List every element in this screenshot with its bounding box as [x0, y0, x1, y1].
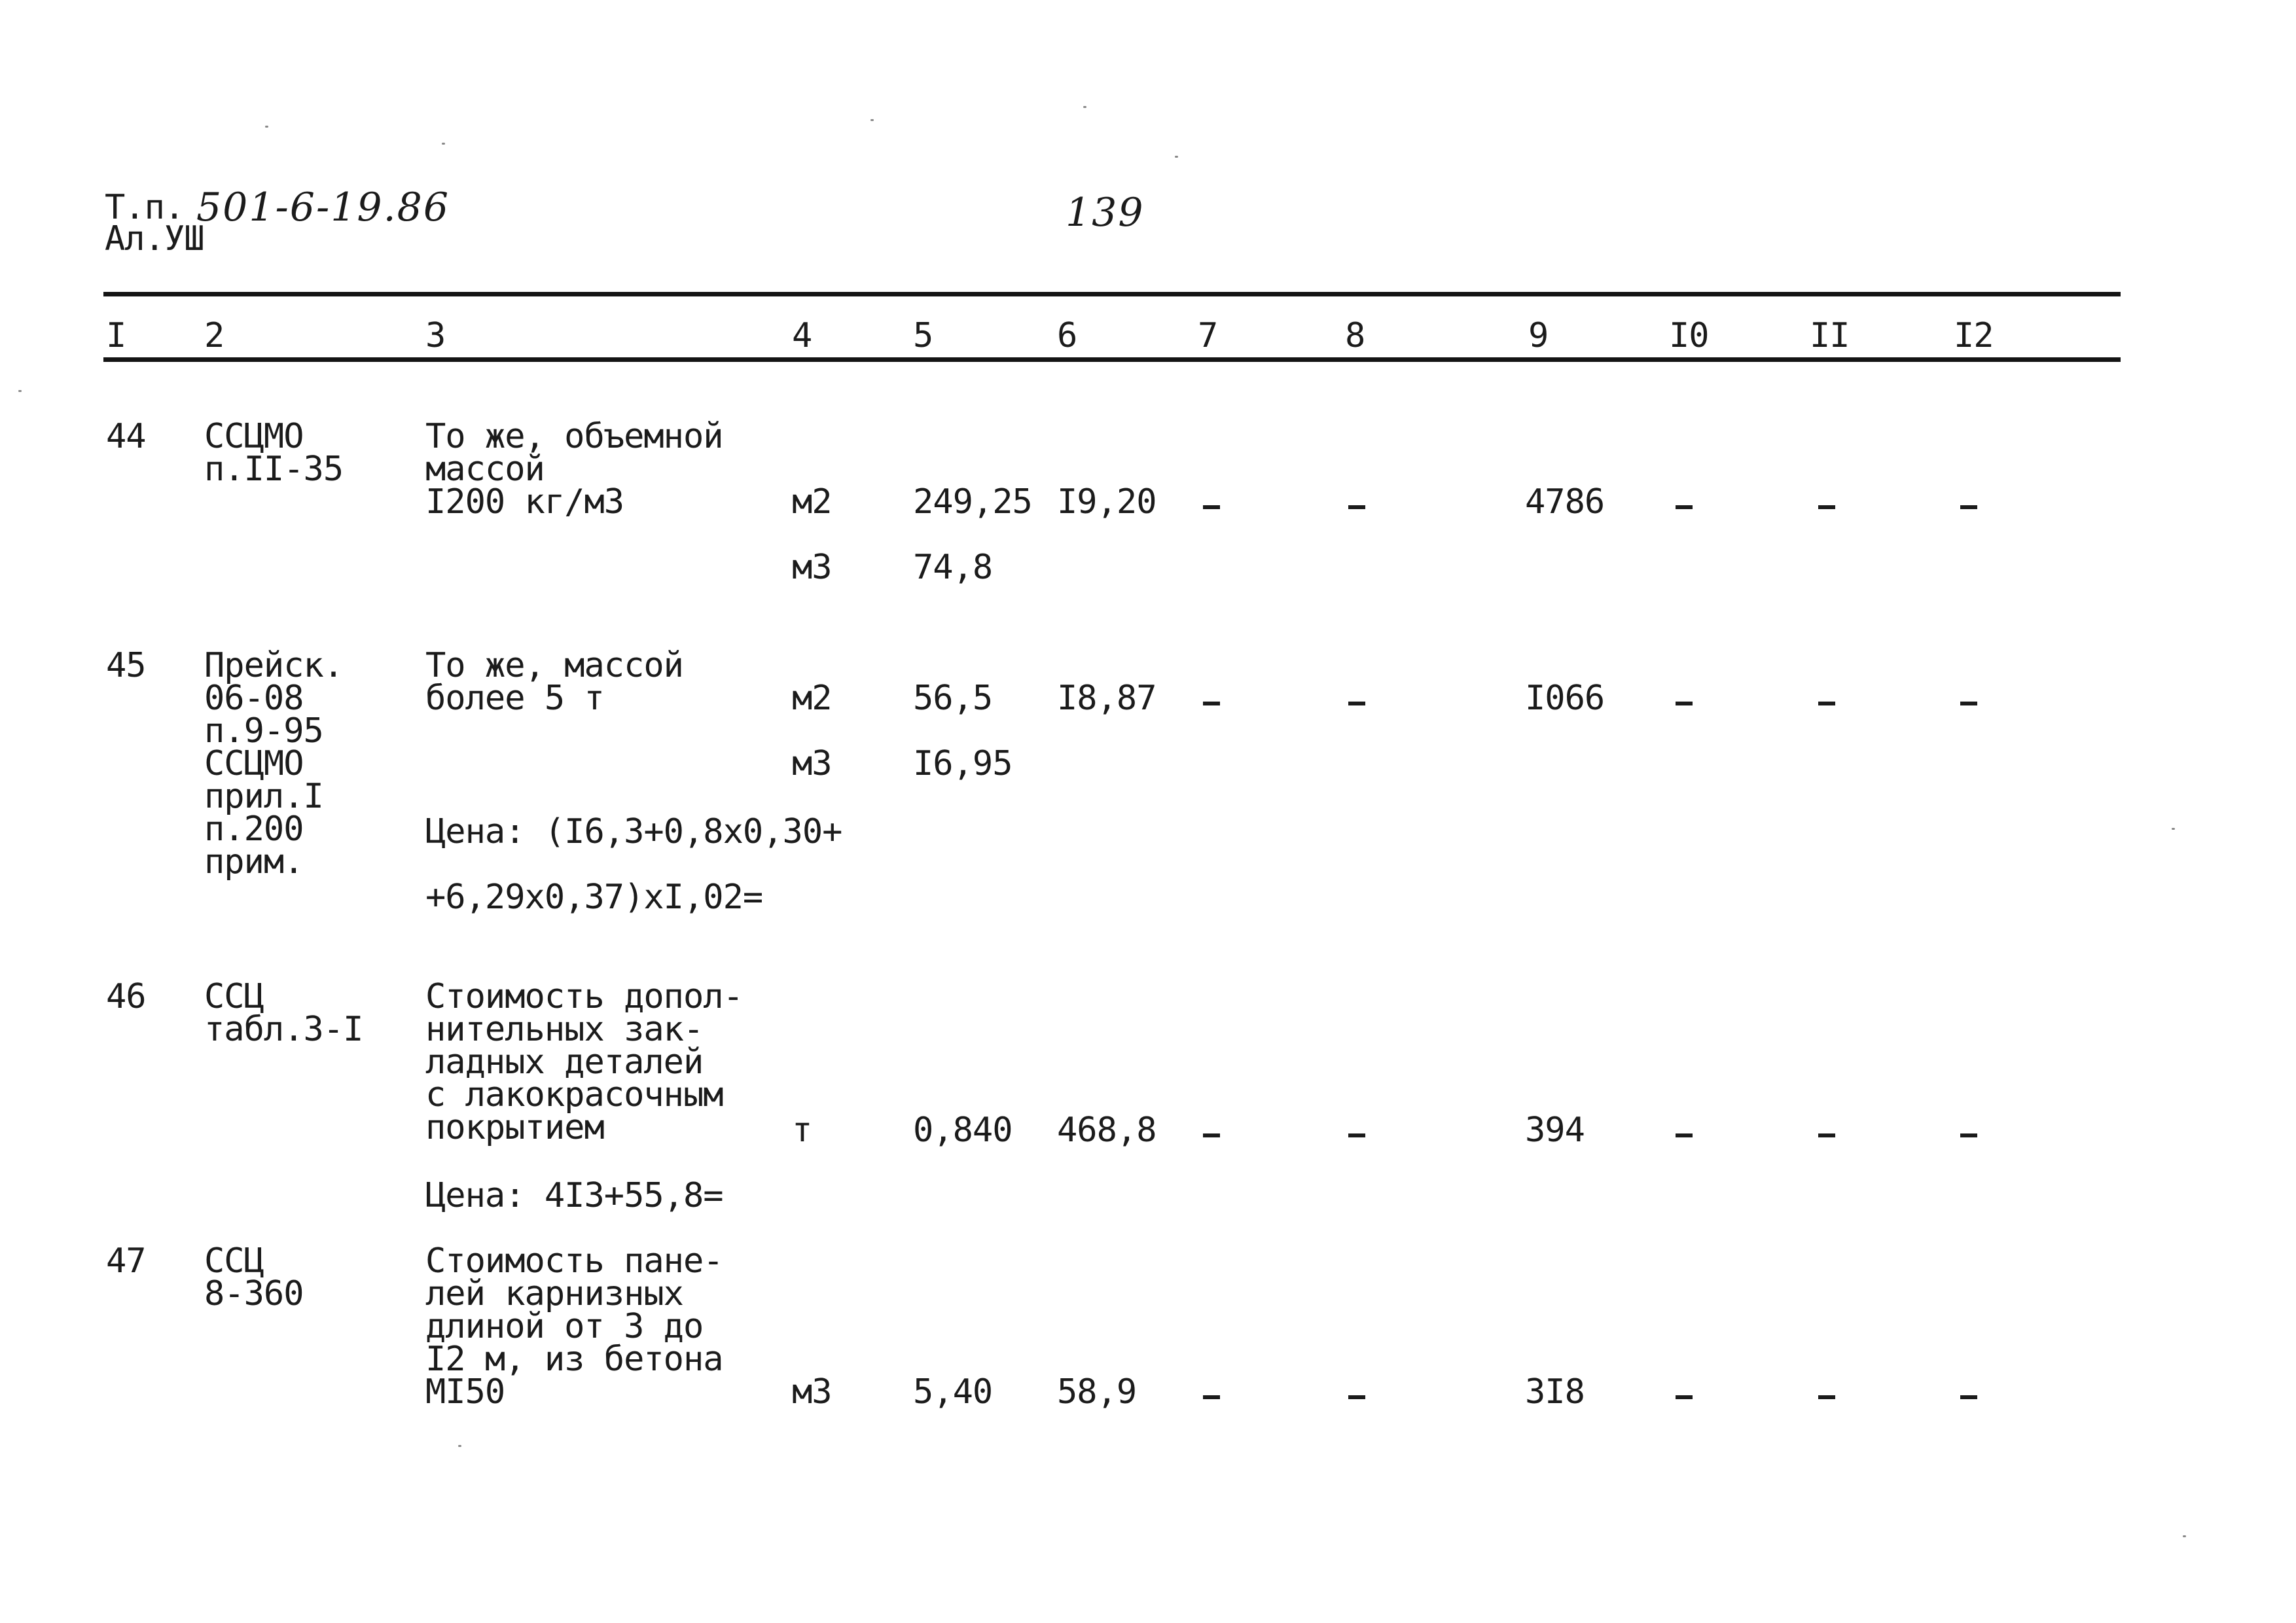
- dash-mark: [1676, 702, 1693, 705]
- dash-mark: [1676, 1395, 1693, 1399]
- ref-line: ССЦ: [204, 1241, 264, 1281]
- scan-speck: [2183, 1535, 2186, 1537]
- extra-unit: м3: [792, 548, 832, 587]
- dash-mark: [1818, 505, 1835, 509]
- extra-unit: м3: [792, 744, 832, 783]
- ref-line: ССЦ: [204, 977, 264, 1016]
- header-top-rule: [103, 292, 2121, 296]
- desc-line: более 5 т: [425, 679, 604, 718]
- dash-mark: [1203, 702, 1220, 705]
- row-number: 45: [106, 646, 146, 685]
- album-label: Ал.УШ: [105, 219, 204, 259]
- row-number: 46: [106, 977, 146, 1016]
- desc-line: Стоимость пане-: [425, 1241, 723, 1281]
- price-formula: Цена: 4I3+55,8=: [425, 1176, 723, 1215]
- dash-mark: [1203, 1395, 1220, 1399]
- desc-line: То же, массой: [425, 646, 683, 685]
- desc-line: нительных зак-: [425, 1010, 704, 1049]
- dash-mark: [1818, 702, 1835, 705]
- desc-line: лей карнизных: [425, 1274, 683, 1313]
- project-number: 501-6-19.86: [196, 185, 450, 230]
- ref-line: 06-08: [204, 679, 304, 718]
- scan-speck: [1083, 106, 1086, 108]
- unit-price: I8,87: [1057, 679, 1157, 718]
- dash-mark: [1348, 702, 1365, 705]
- dash-mark: [1203, 1133, 1220, 1137]
- quantity: 5,40: [913, 1372, 993, 1412]
- total: 4786: [1525, 482, 1605, 522]
- col-header: 8: [1345, 316, 1365, 355]
- col-header: 4: [792, 316, 812, 355]
- unit-price: 58,9: [1057, 1372, 1137, 1412]
- desc-line: ладных деталей: [425, 1043, 704, 1082]
- desc-line: массой: [425, 450, 545, 489]
- quantity: 56,5: [913, 679, 993, 718]
- ref-line: табл.3-I: [204, 1010, 363, 1049]
- unit-price: 468,8: [1057, 1111, 1157, 1150]
- dash-mark: [1348, 1133, 1365, 1137]
- unit: т: [792, 1111, 812, 1150]
- desc-line: с лакокрасочным: [425, 1075, 723, 1115]
- dash-mark: [1960, 505, 1977, 509]
- col-header: II: [1810, 316, 1850, 355]
- dash-mark: [1960, 1395, 1977, 1399]
- extra-quantity: I6,95: [913, 744, 1013, 783]
- row-number: 47: [106, 1241, 146, 1281]
- scan-speck: [265, 126, 268, 128]
- scan-speck: [1175, 156, 1178, 158]
- unit-price: I9,20: [1057, 482, 1157, 522]
- ref-line: ССЦМО: [204, 417, 304, 456]
- scan-speck: [458, 1445, 461, 1447]
- total: 3I8: [1525, 1372, 1585, 1412]
- quantity: 249,25: [913, 482, 1032, 522]
- quantity: 0,840: [913, 1111, 1013, 1150]
- ref-line: Прейск.: [204, 646, 344, 685]
- total: I066: [1525, 679, 1605, 718]
- ref-line: ССЦМО: [204, 744, 304, 783]
- ref-line: 8-360: [204, 1274, 304, 1313]
- total: 394: [1525, 1111, 1585, 1150]
- desc-line: I200 кг/м3: [425, 482, 624, 522]
- ref-line: п.II-35: [204, 450, 344, 489]
- desc-line: То же, объемной: [425, 417, 723, 456]
- price-formula: Цена: (I6,3+0,8х0,30+: [425, 812, 842, 851]
- scan-speck: [18, 390, 22, 392]
- ref-line: прил.I: [204, 777, 323, 816]
- unit: м3: [792, 1372, 832, 1412]
- unit: м2: [792, 482, 832, 522]
- scan-speck: [2172, 828, 2175, 830]
- col-header: 9: [1528, 316, 1549, 355]
- desc-line: покрытием: [425, 1108, 604, 1147]
- col-header: 7: [1198, 316, 1218, 355]
- dash-mark: [1818, 1133, 1835, 1137]
- desc-line: I2 м, из бетона: [425, 1340, 723, 1379]
- dash-mark: [1960, 702, 1977, 705]
- dash-mark: [1676, 1133, 1693, 1137]
- dash-mark: [1960, 1133, 1977, 1137]
- dash-mark: [1676, 505, 1693, 509]
- dash-mark: [1818, 1395, 1835, 1399]
- ref-line: п.200: [204, 810, 304, 849]
- col-header: 5: [913, 316, 933, 355]
- dash-mark: [1348, 1395, 1365, 1399]
- col-header: I2: [1954, 316, 1994, 355]
- col-header: 3: [425, 316, 446, 355]
- desc-line: Стоимость допол-: [425, 977, 743, 1016]
- price-formula: +6,29х0,37)хI,02=: [425, 878, 763, 917]
- desc-line: длиной от 3 до: [425, 1307, 704, 1346]
- scan-speck: [870, 119, 874, 121]
- row-number: 44: [106, 417, 146, 456]
- col-header: I0: [1669, 316, 1709, 355]
- header-bottom-rule: [103, 357, 2121, 362]
- ref-line: п.9-95: [204, 711, 323, 751]
- tp-label: Т.п.: [105, 188, 185, 227]
- ref-line: прим.: [204, 842, 304, 882]
- scan-speck: [442, 143, 445, 145]
- dash-mark: [1348, 505, 1365, 509]
- col-header: I: [106, 316, 126, 355]
- dash-mark: [1203, 505, 1220, 509]
- page-number: 139: [1066, 190, 1145, 236]
- desc-line: МI50: [425, 1372, 505, 1412]
- extra-quantity: 74,8: [913, 548, 993, 587]
- col-header: 2: [204, 316, 224, 355]
- unit: м2: [792, 679, 832, 718]
- col-header: 6: [1057, 316, 1077, 355]
